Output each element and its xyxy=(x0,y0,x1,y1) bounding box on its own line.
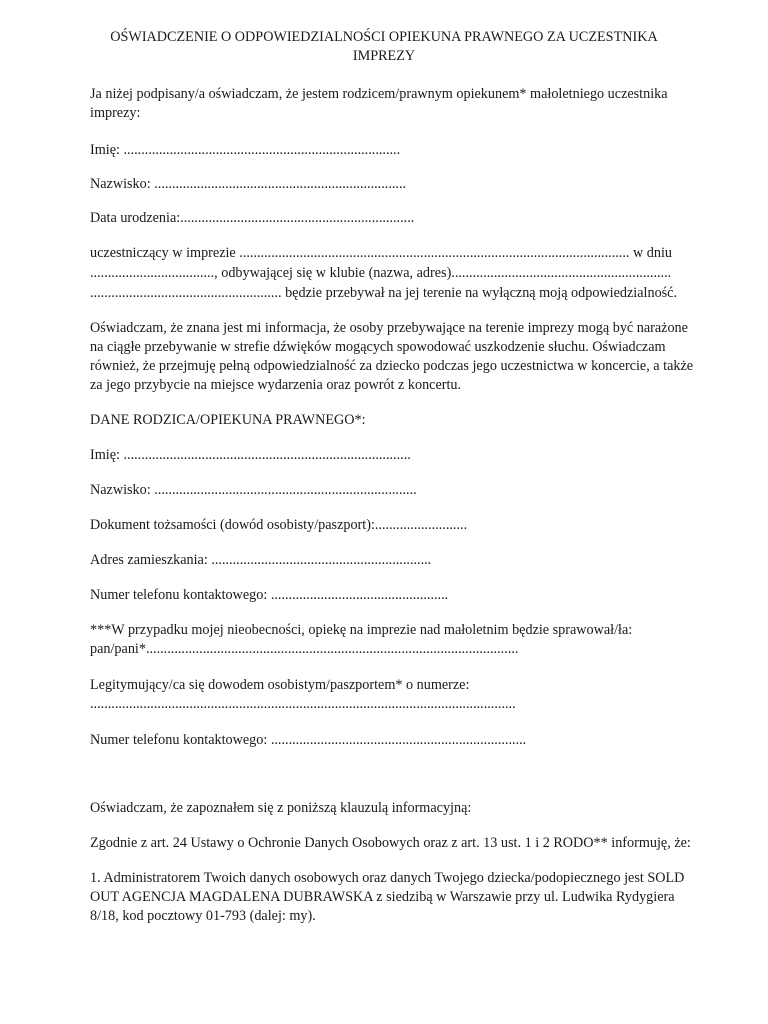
guardian-id-document-field: Dokument tożsamości (dowód osobisty/paszport):.......................... xyxy=(90,517,468,533)
event-line-3: ...................................................... będzie przebywał na jej terenie na wyłączną moją odpowiedzialność. xyxy=(90,285,678,301)
substitute-phone-field: Numer telefonu kontaktowego: ........................................................................ xyxy=(90,732,527,748)
substitute-line-2: pan/pani*......................................................................................................... xyxy=(90,641,519,657)
intro-line-1: Ja niżej podpisany/a oświadczam, że jestem rodzicem/prawnym opiekunem* małoletniego uczestnika xyxy=(90,86,668,102)
guardian-heading: DANE RODZICA/OPIEKUNA PRAWNEGO*: xyxy=(90,412,366,428)
statement-line-3: również, że przejmuję pełną odpowiedzialność za dziecko podczas jego uczestnictwa w koncercie, a także xyxy=(90,358,694,374)
substitute-id-line-1: Legitymujący/ca się dowodem osobistym/paszportem* o numerze: xyxy=(90,677,470,693)
statement-line-2: na ciągłe przebywanie w strefie dźwięków mogących spowodować uszkodzenie słuchu. Oświadczam xyxy=(90,339,666,355)
rodo-point-1-line-2: OUT AGENCJA MAGDALENA DUBRAWSKA z siedzibą w Warszawie przy ul. Ludwika Rydygiera xyxy=(90,889,675,905)
rodo-acknowledgement: Oświadczam, że zapoznałem się z poniższą klauzulą informacyjną: xyxy=(90,800,472,816)
rodo-point-1-line-1: 1. Administratorem Twoich danych osobowych oraz danych Twojego dziecka/podopiecznego jest SOLD xyxy=(90,870,685,886)
event-line-1: uczestniczący w imprezie .............................................................................................................. w dniu xyxy=(90,245,672,261)
guardian-address-field: Adres zamieszkania: .............................................................. xyxy=(90,552,432,568)
participant-birth-date-field: Data urodzenia:.................................................................. xyxy=(90,210,415,226)
participant-first-name-field: Imię: .............................................................................. xyxy=(90,142,401,158)
guardian-first-name-field: Imię: ................................................................................. xyxy=(90,447,411,463)
substitute-line-1: ***W przypadku mojej nieobecności, opiekę na imprezie nad małoletnim będzie sprawował/ła: xyxy=(90,622,633,638)
guardian-phone-field: Numer telefonu kontaktowego: .................................................. xyxy=(90,587,449,603)
guardian-last-name-field: Nazwisko: .......................................................................... xyxy=(90,482,417,498)
event-line-2: ..................................., odbywającej się w klubie (nazwa, adres).............................................................. xyxy=(90,265,672,281)
document-title-line-1: OŚWIADCZENIE O ODPOWIEDZIALNOŚCI OPIEKUNA PRAWNEGO ZA UCZESTNIKA xyxy=(110,29,658,45)
statement-line-4: za jego przybycie na miejsce wydarzenia oraz powrót z koncertu. xyxy=(90,377,462,393)
document-title-line-2: IMPREZY xyxy=(352,48,416,64)
statement-line-1: Oświadczam, że znana jest mi informacja, że osoby przebywające na terenie imprezy mogą być narażone xyxy=(90,320,688,336)
participant-last-name-field: Nazwisko: ....................................................................... xyxy=(90,176,407,192)
intro-line-2: imprezy: xyxy=(90,105,141,121)
substitute-id-line-2: ........................................................................................................................ xyxy=(90,696,516,712)
rodo-legal-basis: Zgodnie z art. 24 Ustawy o Ochronie Danych Osobowych oraz z art. 13 ust. 1 i 2 RODO** informuję, że: xyxy=(90,835,691,851)
rodo-point-1-line-3: 8/18, kod pocztowy 01-793 (dalej: my). xyxy=(90,908,316,924)
